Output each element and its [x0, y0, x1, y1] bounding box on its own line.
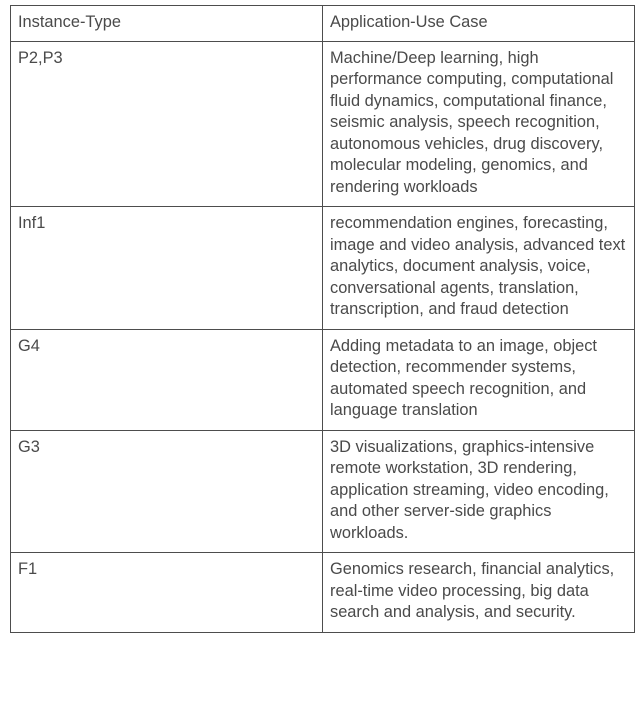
- use-case-cell: recommendation engines, forecasting, image and video analysis, advanced text analytics, document analysis, voice, conversational agents, translation, transcription, and fraud detection: [323, 207, 635, 330]
- instance-type-cell: P2,P3: [11, 41, 323, 207]
- header-application-use-case: Application-Use Case: [323, 6, 635, 42]
- table-header-row: [11, 6, 635, 42]
- use-case-cell: Machine/Deep learning, high performance computing, computational fluid dynamics, computational finance, seismic analysis, speech recognition, autonomous vehicles, drug discovery, molecular modeling, genomics, and rendering workloads: [323, 41, 635, 207]
- instance-type-cell: G4: [11, 329, 323, 430]
- instance-type-cell: G3: [11, 430, 323, 553]
- use-case-cell: Genomics research, financial analytics, real-time video processing, big data search and analysis, and security.: [323, 553, 635, 633]
- instance-type-table-wrapper: [10, 5, 635, 633]
- table-row: [11, 41, 635, 207]
- instance-type-table: [10, 5, 635, 633]
- instance-type-cell: F1: [11, 553, 323, 633]
- table-row: [11, 430, 635, 553]
- table-row: [11, 553, 635, 633]
- table-row: [11, 329, 635, 430]
- use-case-cell: 3D visualizations, graphics-intensive remote workstation, 3D rendering, application streaming, video encoding, and other server-side graphics workloads.: [323, 430, 635, 553]
- header-instance-type: Instance-Type: [11, 6, 323, 42]
- instance-type-cell: Inf1: [11, 207, 323, 330]
- use-case-cell: Adding metadata to an image, object detection, recommender systems, automated speech recognition, and language translation: [323, 329, 635, 430]
- table-row: [11, 207, 635, 330]
